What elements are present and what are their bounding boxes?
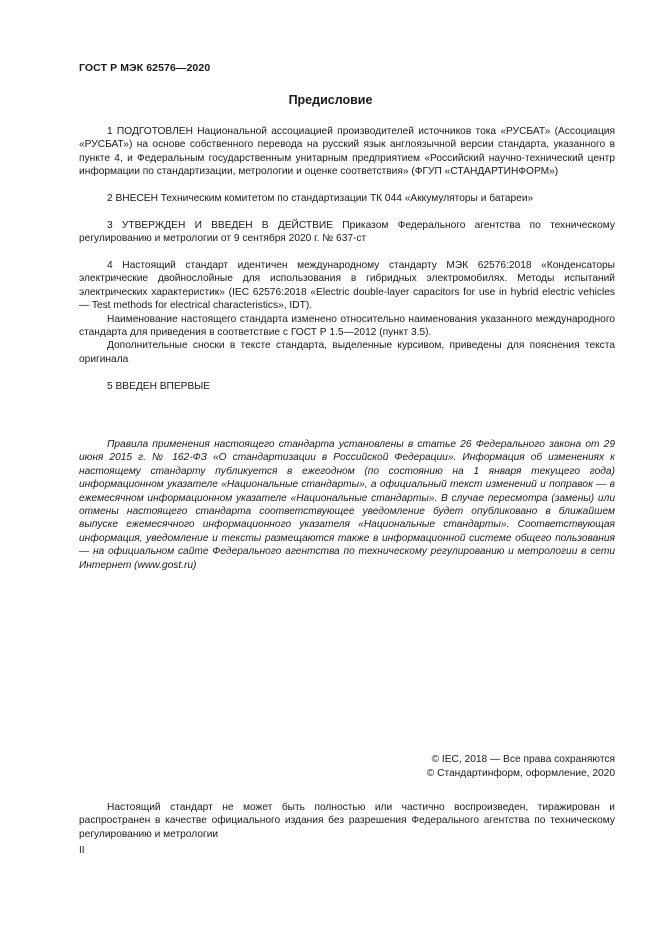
preface-item-4: 4 Настоящий стандарт идентичен международному стандарту МЭК 62576:2018 «Конденсаторы электрические двойнослойные для использования в гибридных электромобилях. Методы испытаний электрических характеристик» (IEC 62576:2018 «Electric double-layer capacitors for use in hybrid electric vehicles — Test methods for electrical characteristics», IDT).	[79, 260, 615, 312]
standard-code: ГОСТ Р МЭК 62576—2020	[79, 62, 211, 74]
paragraph-gap	[79, 179, 615, 192]
preface-item-2: 2 ВНЕСЕН Техническим комитетом по стандартизации ТК 044 «Аккумуляторы и батареи»	[107, 193, 534, 205]
page-number: II	[79, 845, 85, 856]
preface-body	[79, 125, 615, 393]
preface-item-4-name-note: Наименование настоящего стандарта изменено относительно наименования указанного международного стандарта для приведения в соответствие с ГОСТ Р 1.5—2012 (пункт 3.5).	[79, 313, 615, 339]
application-rules-notice: Правила применения настоящего стандарта установлены в статье 26 Федерального закона от 29 июня 2015 г. № 162-ФЗ «О стандартизации в Российской Федерации». Информация об изменениях к настоящему стандарту публикуется в ежегодном (по состоянию на 1 января текущего года) информационном указателе «Национальные стандарты», а официальный текст изменений и поправок — в ежемесячном информационном указателе «Национальные стандарты». В случае пересмотра (замены) или отмены настоящего стандарта соответствующее уведомление будет опубликовано в ближайшем выпуске ежемесячного информационного указателя «Национальные стандарты». Соответствующая информация, уведомление и тексты размещаются также в информационной системе общего пользования — на официальном сайте Федерального агентства по техническому регулированию и метрологии в сети Интернет (www.gost.ru)	[79, 439, 615, 571]
preface-item-5: 5 ВВЕДЕН ВПЕРВЫЕ	[107, 380, 211, 392]
copyright-standartinform: © Стандартинформ, оформление, 2020	[426, 767, 615, 779]
copyright-block	[427, 753, 615, 780]
preface-title: Предисловие	[288, 93, 373, 107]
preface-item-1: 1 ПОДГОТОВЛЕН Национальной ассоциацией производителей источников тока «РУСБАТ» (Ассоциация «РУСБАТ») на основе собственного перевода на русский язык англоязычной версии стандарта, указанного в пункте 4, и Федеральным государственным унитарным предприятием «Российский научно-технический центр информации по стандартизации, метрологии и оценке соответствия» (ФГУП «СТАНДАРТИНФОРМ»)	[79, 126, 615, 178]
reproduction-notice: Настоящий стандарт не может быть полностью или частично воспроизведен, тиражирован и распространен в качестве официального издания без разрешения Федерального агентства по техническому регулированию и метрологии	[79, 802, 615, 840]
paragraph-gap	[79, 205, 615, 218]
copyright-iec: © IEC, 2018 — Все права сохраняются	[431, 754, 615, 765]
preface-item-4-footnote-note: Дополнительные сноски в тексте стандарта, выделенные курсивом, приведены для пояснения текста оригинала	[79, 340, 615, 365]
preface-item-3: 3 УТВЕРЖДЕН И ВВЕДЕН В ДЕЙСТВИЕ Приказом Федерального агентства по техническому регулированию и метрологии от 9 сентября 2020 г. № 637-ст	[79, 219, 615, 245]
paragraph-gap	[79, 246, 615, 259]
paragraph-gap	[79, 366, 615, 379]
